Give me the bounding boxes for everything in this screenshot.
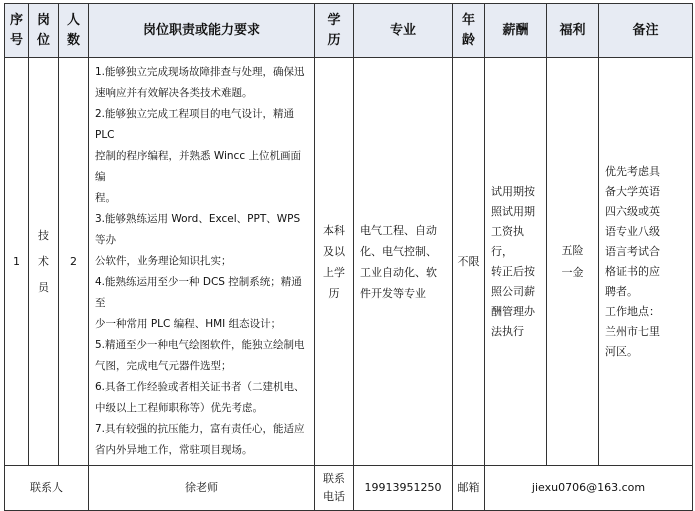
header-seq: 序 号 xyxy=(5,4,29,58)
duty-line: 气图，完成电气元器件选型； xyxy=(95,360,232,372)
table-row xyxy=(5,58,693,466)
cell-count: 2 xyxy=(59,58,89,466)
job-posting-table xyxy=(4,3,693,511)
cell-remarks: 优先考虑具 备大学英语 四六级或英 语专业八级 语言考试合 格证书的应 聘者。 工作地点： 兰州市七里 河区。 xyxy=(599,58,693,466)
cell-age: 不限 xyxy=(453,58,485,466)
duty-line: 控制的程序编程，并熟悉 Wincc 上位机画面编 xyxy=(95,150,301,183)
contact-person: 徐老师 xyxy=(89,466,315,511)
contact-person-label: 联系人 xyxy=(5,466,89,511)
header-salary: 薪酬 xyxy=(485,4,547,58)
header-age: 年 龄 xyxy=(453,4,485,58)
cell-position: 技 术 员 xyxy=(29,58,59,466)
duty-line: 速响应并有效解决各类技术难题。 xyxy=(95,87,253,99)
contact-phone-label: 联系 电话 xyxy=(315,466,354,511)
contact-row xyxy=(5,466,693,511)
duty-line: 少一种常用 PLC 编程、HMI 组态设计； xyxy=(95,318,282,330)
contact-email: jiexu0706@163.com xyxy=(485,466,693,511)
header-count: 人 数 xyxy=(59,4,89,58)
cell-seq: 1 xyxy=(5,58,29,466)
header-major: 专业 xyxy=(354,4,453,58)
header-remarks: 备注 xyxy=(599,4,693,58)
duty-line: 程。 xyxy=(95,192,116,204)
header-education: 学 历 xyxy=(315,4,354,58)
cell-major: 电气工程、自动 化、电气控制、 工业自动化、软 件开发等专业 xyxy=(354,58,453,466)
duty-line: 中级以上工程师职称等）优先考虑。 xyxy=(95,402,263,414)
duty-line: 7.具有较强的抗压能力，富有责任心，能适应 xyxy=(95,423,305,435)
header-position: 岗 位 xyxy=(29,4,59,58)
duty-line: 公软件，业务理论知识扎实； xyxy=(95,255,232,267)
cell-salary: 试用期按 照试用期 工资执行， 转正后按 照公司薪 酬管理办 法执行 xyxy=(485,58,547,466)
header-welfare: 福利 xyxy=(547,4,599,58)
cell-education: 本科 及以 上学 历 xyxy=(315,58,354,466)
cell-duties xyxy=(89,58,315,466)
header-duties: 岗位职责或能力要求 xyxy=(89,4,315,58)
duty-line: 4.能熟练运用至少一种 DCS 控制系统；精通至 xyxy=(95,276,302,309)
duty-line: 3.能够熟练运用 Word、Excel、PPT、WPS 等办 xyxy=(95,213,301,246)
duty-line: 6.具备工作经验或者相关证书者（二建机电、 xyxy=(95,381,305,393)
duty-line: 2.能够独立完成工程项目的电气设计，精通PLC xyxy=(95,108,295,141)
header-row xyxy=(5,4,693,58)
duty-line: 1.能够独立完成现场故障排查与处理，确保迅 xyxy=(95,66,305,78)
duty-line: 5.精通至少一种电气绘图软件，能独立绘制电 xyxy=(95,339,305,351)
contact-phone: 19913951250 xyxy=(354,466,453,511)
duty-line: 省内外异地工作，常驻项目现场。 xyxy=(95,444,253,456)
contact-email-label: 邮箱 xyxy=(453,466,485,511)
cell-welfare: 五险 一金 xyxy=(547,58,599,466)
